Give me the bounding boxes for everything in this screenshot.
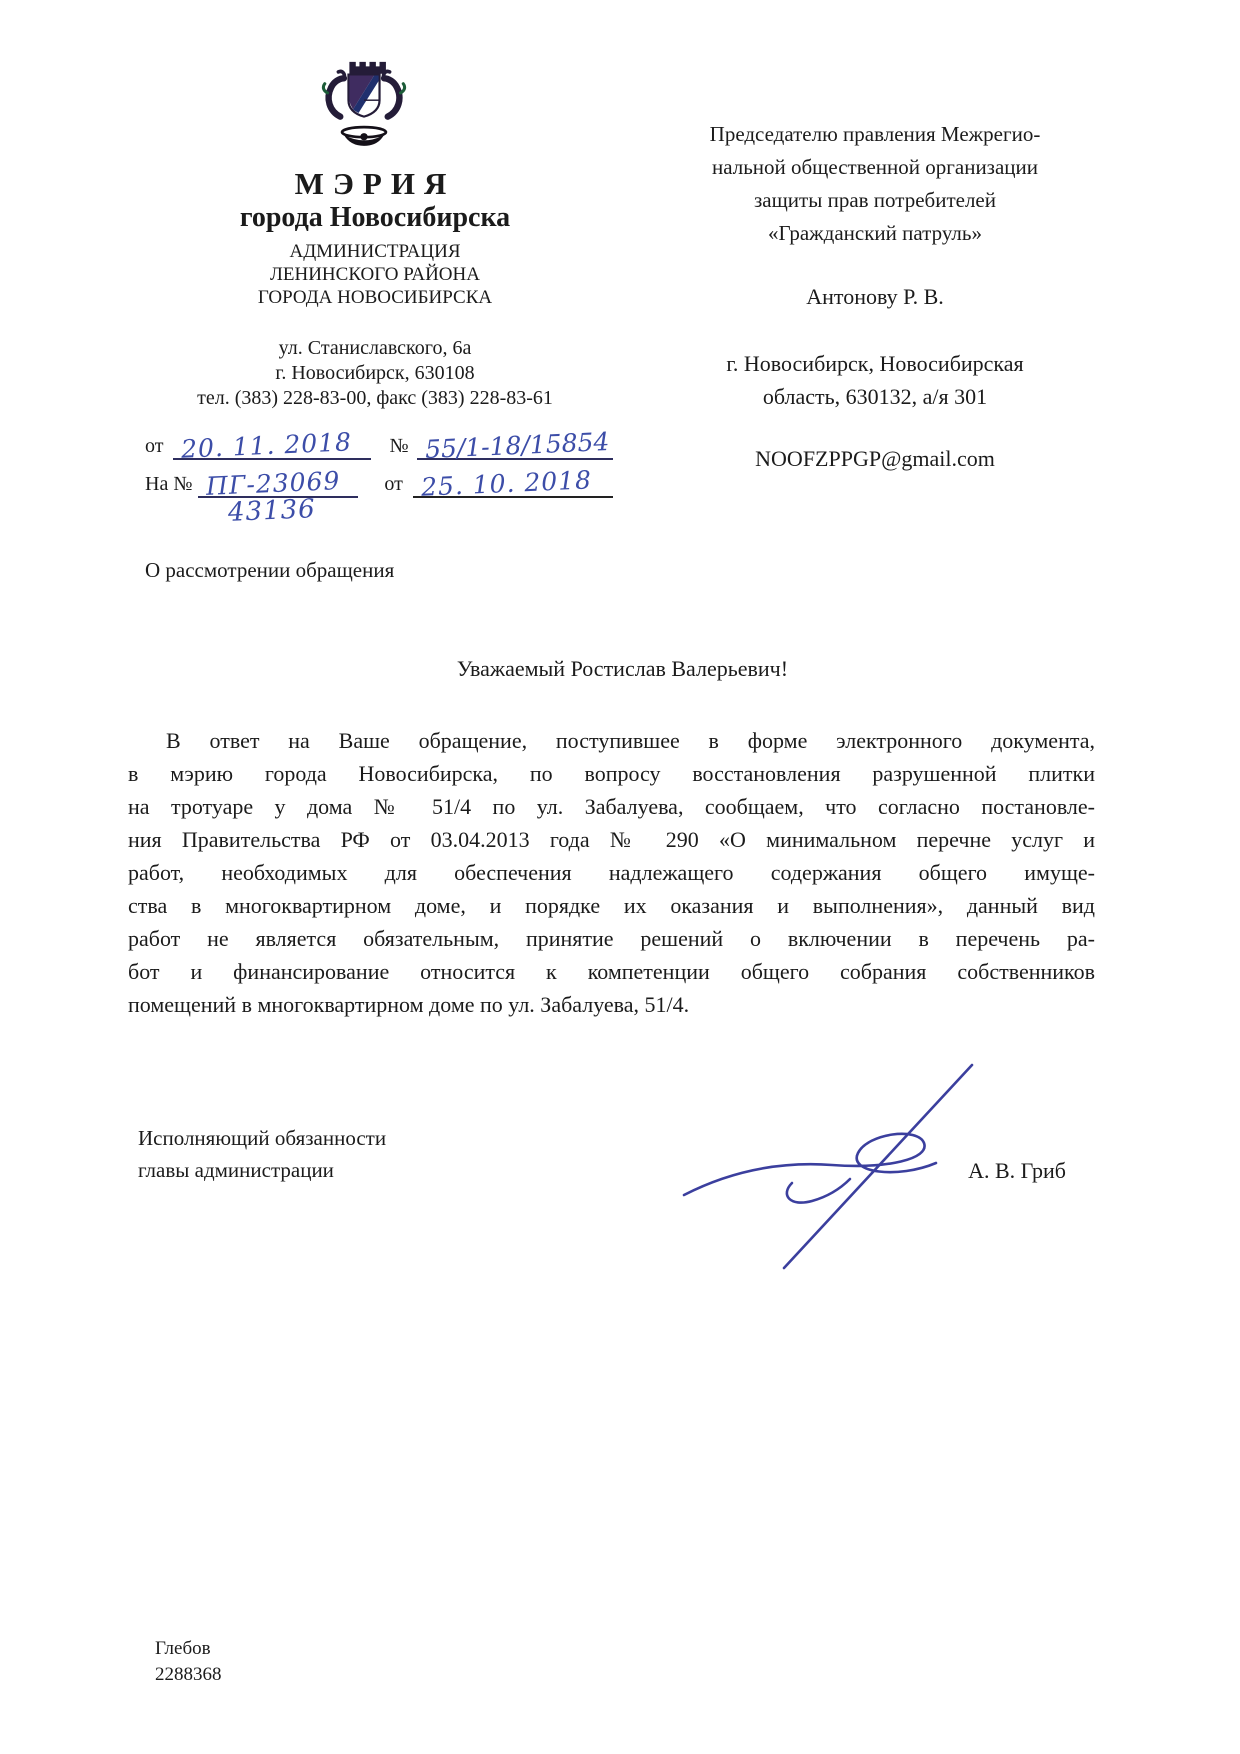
recipient-name: Антонову Р. В. [806, 284, 944, 309]
outgoing-number-value: 55/1-18/15854 [424, 426, 610, 465]
recipient-address [640, 347, 1110, 413]
recipient-address-line1: г. Новосибирск, Новосибирская [726, 351, 1024, 376]
incoming-date-value: 25. 10. 2018 [420, 465, 593, 502]
number-label: № [389, 435, 409, 457]
recipient-line: нальной общественной организации [711, 155, 1039, 179]
recipient-line: Председателю правления Межрегио- [709, 122, 1041, 146]
org-name-line2: города Новосибирска [239, 202, 511, 233]
executor-name: Глебов [155, 1638, 211, 1659]
body-line: в мэрию города Новосибирска, по вопросу восстановления разрушенной плитки [128, 761, 1095, 786]
org-name-line1: МЭРИЯ [294, 166, 456, 201]
body-line: работ, необходимых для обеспечения надлежащего содержания общего имуще- [128, 860, 1095, 885]
signatory-position-line1: Исполняющий обязанности [138, 1126, 387, 1150]
body-line: бот и финансирование относится к компетенции общего собрания собственников [128, 959, 1095, 984]
body-line: В ответ на Ваше обращение, поступившее в форме электронного документа, [166, 728, 1095, 753]
reply-label: На № [145, 473, 193, 495]
outgoing-date-value: 20. 11. 2018 [180, 427, 354, 464]
address-street: ул. Станиславского, 6а [278, 337, 472, 359]
executor-phone: 2288368 [155, 1664, 222, 1685]
body-line: работ не является обязательным, принятие решений о включении в перечень ра- [128, 926, 1095, 951]
salutation: Уважаемый Ростислав Валерьевич! [456, 656, 789, 681]
letterhead-org-name [130, 166, 620, 309]
letterhead-address [130, 336, 620, 411]
body-line: ния Правительства РФ от 03.04.2013 года № 290 «О минимальном перечне услуг и [128, 827, 1095, 852]
recipient-block [640, 118, 1110, 250]
incoming-date-field [413, 465, 613, 502]
body-paragraph [128, 724, 1095, 1021]
incoming-number-value: ПГ-23069 [205, 466, 342, 501]
reference-row-incoming [145, 465, 613, 502]
address-contacts: тел. (383) 228-83-00, факс (383) 228-83-61 [197, 387, 553, 409]
outgoing-date-field [173, 427, 371, 464]
dept-line3: ГОРОДА НОВОСИБИРСКА [257, 287, 493, 308]
body-line: ства в многоквартирном доме, и порядке их оказания и выполнения», данный вид [128, 893, 1095, 918]
address-city: г. Новосибирск, 630108 [275, 362, 475, 384]
recipient-line: защиты прав потребителей [754, 188, 996, 212]
dept-line2: ЛЕНИНСКОГО РАЙОНА [270, 264, 480, 285]
body-line: на тротуаре у дома № 51/4 по ул. Забалуева, сообщаем, что согласно постановле- [128, 794, 1095, 819]
subject-line: О рассмотрении обращения [145, 558, 395, 582]
recipient-email: NOOFZPPGP@gmail.com [755, 446, 995, 471]
incoming-number-field [198, 466, 358, 501]
from-label: от [145, 435, 164, 457]
dept-line1: АДМИНИСТРАЦИЯ [289, 241, 461, 262]
reply-date-label: от [384, 473, 403, 495]
executor-block [155, 1636, 222, 1688]
novosibirsk-coat-of-arms-icon [318, 60, 410, 155]
recipient-address-line2: область, 630132, а/я 301 [762, 384, 988, 409]
incoming-number-extra: 43136 [227, 494, 317, 528]
signatory-position [138, 1122, 386, 1186]
body-line: помещений в многоквартирном доме по ул. Забалуева, 51/4. [128, 992, 690, 1017]
outgoing-number-field [417, 426, 613, 465]
signatory-name: А. В. Гриб [968, 1158, 1066, 1183]
reference-row-outgoing [145, 426, 613, 465]
signatory-position-line2: главы администрации [138, 1158, 334, 1182]
recipient-line: «Гражданский патруль» [768, 221, 982, 245]
